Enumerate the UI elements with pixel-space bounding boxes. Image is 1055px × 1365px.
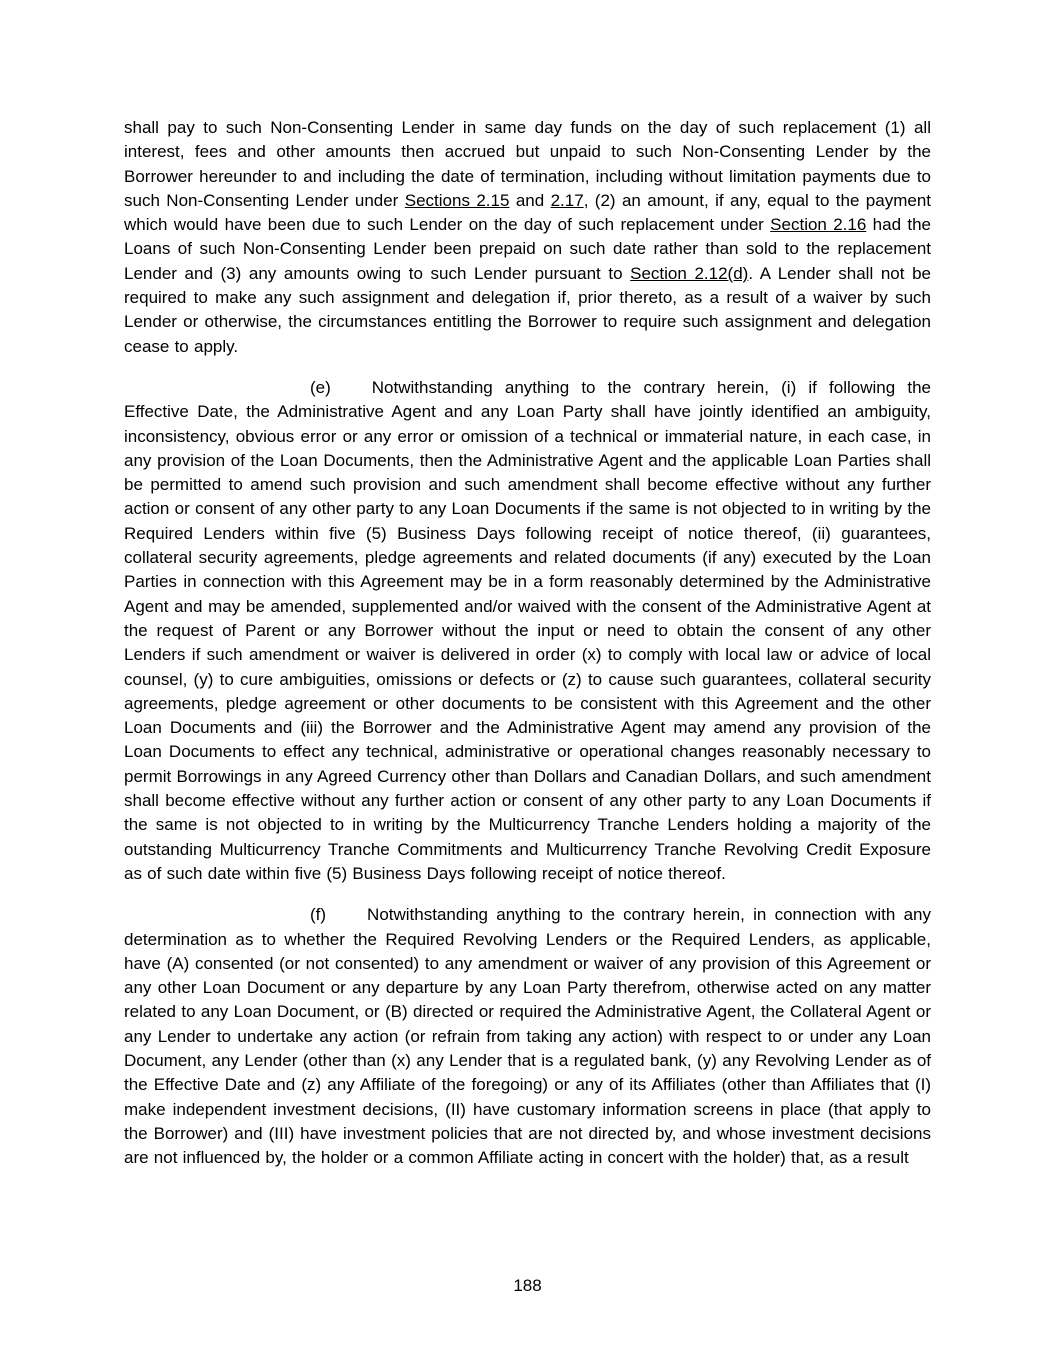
section-ref-2-17: 2.17 [550, 190, 584, 210]
page-number: 188 [513, 1276, 542, 1295]
paragraph-text: and [509, 190, 551, 210]
paragraph-text: Notwithstanding anything to the contrary herein, (i) if following the Effective Date, the Administrative Agent and any Loan Party shall have jointly identified an ambiguity, inconsistency, obvious error or any error or omission of a technical or immaterial nature, in each case, in any provision of the Loan Documents, then the Administrative Agent and the applicable Loan Parties shall be permitted to amend such provision and such amendment shall become effective without any further action or consent of any other party to any Loan Documents if the same is not objected to in writing by the Required Lenders within five (5) Business Days following receipt of notice thereof, (ii) guarantees, collateral security agreements, pledge agreements and related documents (if any) executed by the Loan Parties in connection with this Agreement may be in a form reasonably determined by the Administrative Agent and may be amended, supplemented and/or waived with the consent of the Administrative Agent at the request of Parent or any Borrower without the input or need to obtain the consent of any other Lenders if such amendment or waiver is delivered in order (x) to comply with local law or advice of local counsel, (y) to cure ambiguities, omissions or defects or (z) to cause such guarantees, collateral security agreements, pledge agreement or other documents to be consistent with this Agreement and the other Loan Documents and (iii) the Borrower and the Administrative Agent may amend any provision of the Loan Documents to effect any technical, administrative or operational changes reasonably necessary to permit Borrowings in any Agreed Currency other than Dollars and Canadian Dollars, and such amendment shall become effective without any further action or consent of any other party to any Loan Documents if the same is not objected to in writing by the Multicurrency Tranche Lenders holding a majority of the outstanding Multicurrency Tranche Commitments and Multicurrency Tranche Revolving Credit Exposure as of such date within five (5) Business Days following receipt of notice thereof. [124, 377, 931, 883]
paragraph-label: (f) [310, 905, 327, 925]
paragraph-text: had the Loans of such Non-Consenting Lender been prepaid on such date rather than sold to the replacement Lender and (3) any amounts owing to such Lender pursuant to [124, 215, 931, 283]
paragraph-label: (e) [310, 377, 331, 397]
paragraph-e [124, 376, 931, 886]
section-ref-sections-2-15: Sections 2.15 [404, 190, 510, 210]
paragraph-text: shall pay to such Non-Consenting Lender in same day funds on the day of such replacement (1) all interest, fees and other amounts then accrued but unpaid to such Non-Consenting Lender by the Borrower hereunder to and including the date of termination, including without limitation payments due to such Non-Consenting Lender under [124, 118, 931, 210]
paragraph-text: Notwithstanding anything to the contrary herein, in connection with any determination as to whether the Required Revolving Lenders or the Required Lenders, as applicable, have (A) consented (or not consented) to any amendment or waiver of any provision of this Agreement or any other Loan Document or any departure by any Loan Party therefrom, otherwise acted on any matter related to any Loan Document, or (B) directed or required the Administrative Agent, the Collateral Agent or any Lender to undertake any action (or refrain from taking any action) with respect to or under any Loan Document, any Lender (other than (x) any Lender that is a regulated bank, (y) any Revolving Lender as of the Effective Date and (z) any Affiliate of the foregoing) or any of its Affiliates (other than Affiliates that (I) make independent investment decisions, (II) have customary information screens in place (that apply to the Borrower) and (III) have investment policies that are not directed by, and whose investment decisions are not influenced by, the holder or a common Affiliate acting in concert with the holder) that, as a result [124, 905, 931, 1168]
document-body [124, 116, 931, 1170]
section-ref-2-12d: Section 2.12(d) [630, 263, 749, 283]
section-ref-2-16: Section 2.16 [770, 215, 867, 235]
paragraph-text: , (2) an amount, if any, equal to the payment which would have been due to such Lender on the day of such replacement under [124, 190, 932, 235]
paragraph-text: . A Lender shall not be required to make any such assignment and delegation if, prior thereto, as a result of a waiver by such Lender or otherwise, the circumstances entitling the Borrower to require such assignment and delegation cease to apply. [124, 263, 931, 356]
paragraph-continuation [124, 116, 931, 359]
paragraph-f [124, 903, 931, 1170]
